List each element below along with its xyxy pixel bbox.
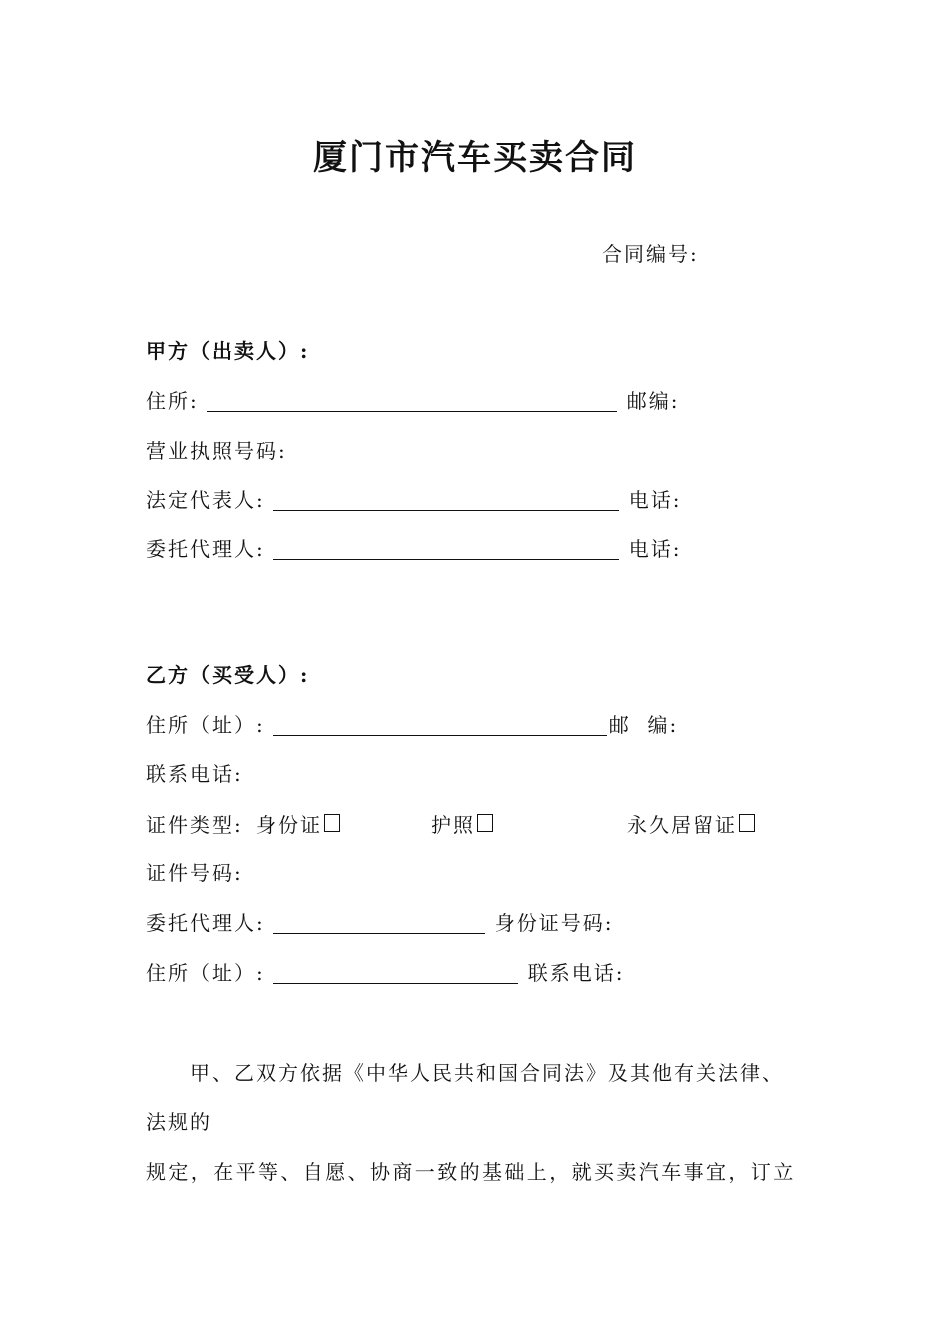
party-b-agent-row bbox=[146, 908, 614, 938]
document-title: 厦门市汽车买卖合同 bbox=[313, 138, 637, 178]
party-b-phone-row bbox=[146, 759, 243, 789]
party-b-phone-label: 联系电话: bbox=[146, 762, 243, 786]
idcard-checkbox[interactable] bbox=[324, 814, 340, 832]
party-a-legal-rep-field[interactable] bbox=[273, 488, 619, 511]
party-b-agent-address-label: 住所（址）: bbox=[146, 961, 265, 985]
party-b-agent-address-field[interactable] bbox=[273, 961, 518, 984]
id-option-residence-label: 永久居留证 bbox=[627, 813, 737, 837]
id-option-passport-label: 护照 bbox=[431, 813, 475, 837]
party-b-agent-id-label: 身份证号码: bbox=[494, 911, 614, 935]
party-a-address-row bbox=[146, 386, 680, 416]
party-b-address-row bbox=[146, 710, 678, 740]
party-b-agent-address-row bbox=[146, 958, 625, 988]
party-a-phone-label-2: 电话: bbox=[628, 537, 682, 561]
party-b-agent-phone-label: 联系电话: bbox=[527, 961, 625, 985]
party-b-postcode-label: 邮 编: bbox=[608, 713, 679, 737]
party-a-license-row bbox=[146, 436, 287, 466]
party-b-agent-label: 委托代理人: bbox=[146, 911, 265, 935]
id-option-idcard-label: 身份证 bbox=[256, 813, 322, 837]
party-a-agent-field[interactable] bbox=[273, 537, 619, 560]
party-a-agent-row bbox=[146, 534, 682, 564]
party-a-legal-rep-label: 法定代表人: bbox=[146, 488, 265, 512]
party-a-postcode-label: 邮编: bbox=[626, 389, 680, 413]
party-a-phone-label-1: 电话: bbox=[628, 488, 682, 512]
party-b-id-type-label: 证件类型: bbox=[146, 813, 243, 837]
residence-checkbox[interactable] bbox=[739, 814, 755, 832]
party-b-id-number-row bbox=[146, 858, 243, 888]
contract-number-label: 合同编号: bbox=[602, 242, 699, 266]
party-b-id-number-label: 证件号码: bbox=[146, 861, 243, 885]
party-b-heading: 乙方（买受人）: bbox=[146, 663, 310, 687]
id-option-passport[interactable] bbox=[431, 810, 493, 840]
body-line-1: 甲、乙双方依据《中华人民共和国合同法》及其他有关法律、 bbox=[190, 1061, 784, 1085]
party-a-address-field[interactable] bbox=[207, 389, 617, 412]
party-b-agent-field[interactable] bbox=[273, 911, 485, 934]
body-line-3: 规定，在平等、自愿、协商一致的基础上，就买卖汽车事宜，订立 bbox=[146, 1160, 796, 1184]
party-b-id-type-row bbox=[146, 810, 243, 840]
party-a-address-label: 住所: bbox=[146, 389, 199, 413]
id-option-residence[interactable] bbox=[627, 810, 755, 840]
body-line-2: 法规的 bbox=[146, 1110, 212, 1134]
party-b-address-label: 住所（址）: bbox=[146, 713, 265, 737]
party-b-address-field[interactable] bbox=[273, 713, 607, 736]
passport-checkbox[interactable] bbox=[477, 814, 493, 832]
party-a-heading: 甲方（出卖人）: bbox=[146, 339, 310, 363]
party-a-agent-label: 委托代理人: bbox=[146, 537, 265, 561]
id-option-idcard[interactable] bbox=[256, 810, 340, 840]
party-a-legal-rep-row bbox=[146, 485, 682, 515]
party-a-license-label: 营业执照号码: bbox=[146, 439, 287, 463]
